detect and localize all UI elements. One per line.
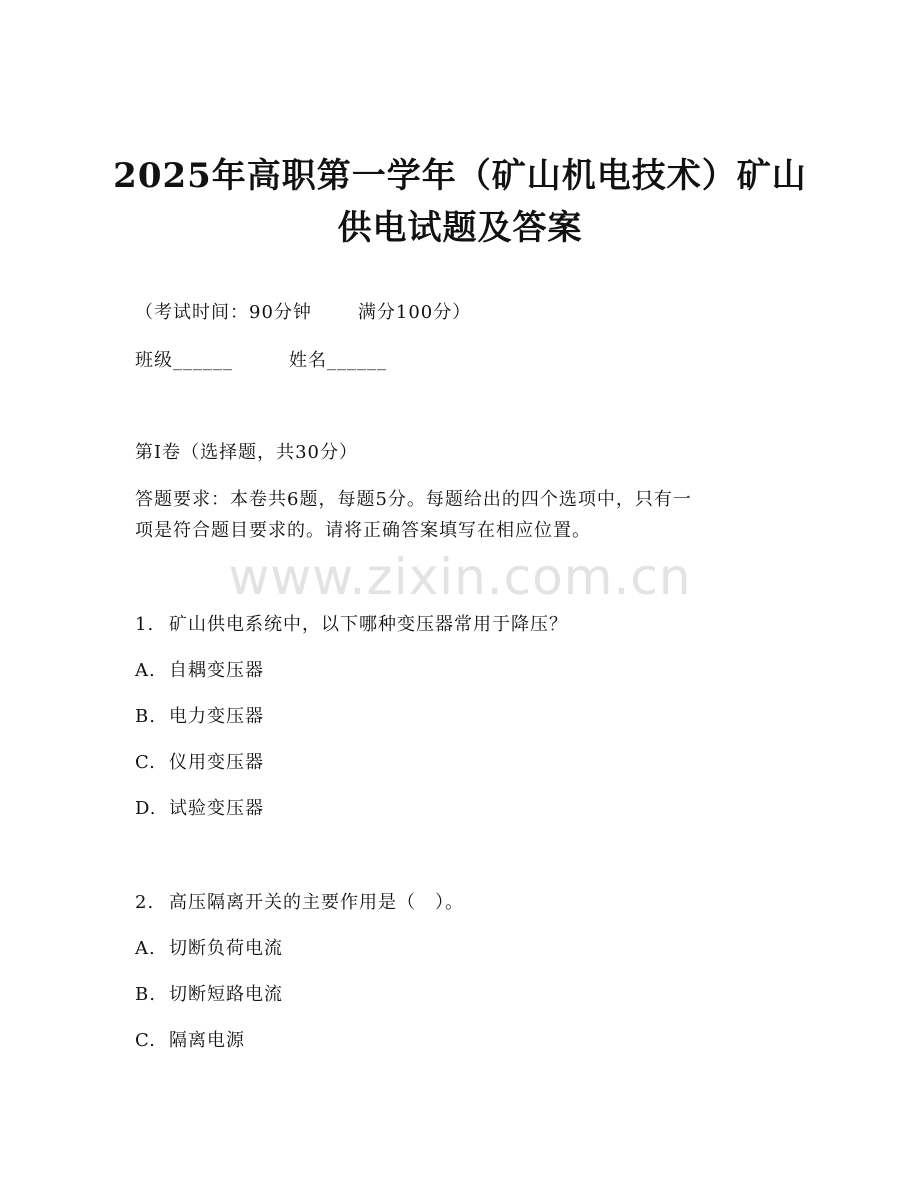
question-1 <box>135 612 568 638</box>
section-title: 第I卷（选择题，共30分） <box>135 442 359 463</box>
name-field: 姓名______ <box>289 350 387 371</box>
option-letter: D. <box>135 798 157 819</box>
watermark: www.zixin.com.cn <box>228 548 692 606</box>
question-1-option-c <box>135 750 264 776</box>
option-letter: B. <box>135 984 156 1005</box>
option-text: 切断短路电流 <box>169 984 283 1005</box>
option-letter: A. <box>135 660 156 681</box>
question-1-option-b <box>135 704 264 730</box>
option-text: 隔离电源 <box>169 1030 245 1051</box>
question-number: 1. <box>135 614 155 635</box>
option-text: 自耦变压器 <box>169 660 264 681</box>
document-title-line-1: 2025年高职第一学年（矿山机电技术）矿山 <box>113 156 807 196</box>
option-text: 仪用变压器 <box>169 752 264 773</box>
section-instructions-line-2: 项是符合题目要求的。请将正确答案填写在相应位置。 <box>135 520 591 541</box>
student-info <box>135 348 387 374</box>
question-2-option-c <box>135 1028 245 1054</box>
option-letter: A. <box>135 938 156 959</box>
option-text: 切断负荷电流 <box>169 938 283 959</box>
document-title-line-2: 供电试题及答案 <box>337 208 583 248</box>
question-1-option-d <box>135 796 264 822</box>
option-letter: B. <box>135 706 156 727</box>
question-text: 高压隔离开关的主要作用是（ ）。 <box>169 892 464 913</box>
question-text: 矿山供电系统中，以下哪种变压器常用于降压？ <box>169 614 568 635</box>
question-2-option-a <box>135 936 283 962</box>
exam-time: （考试时间：90分钟 <box>135 302 312 323</box>
question-2-option-b <box>135 982 283 1008</box>
option-text: 电力变压器 <box>169 706 264 727</box>
question-1-option-a <box>135 658 264 684</box>
exam-score: 满分100分） <box>357 302 472 323</box>
class-field: 班级______ <box>135 350 233 371</box>
exam-info <box>135 300 471 326</box>
question-2 <box>135 890 464 916</box>
option-letter: C. <box>135 1030 156 1051</box>
section-instructions-line-1: 答题要求：本卷共6题，每题5分。每题给出的四个选项中，只有一 <box>135 489 692 510</box>
option-letter: C. <box>135 752 156 773</box>
option-text: 试验变压器 <box>169 798 264 819</box>
question-number: 2. <box>135 892 155 913</box>
